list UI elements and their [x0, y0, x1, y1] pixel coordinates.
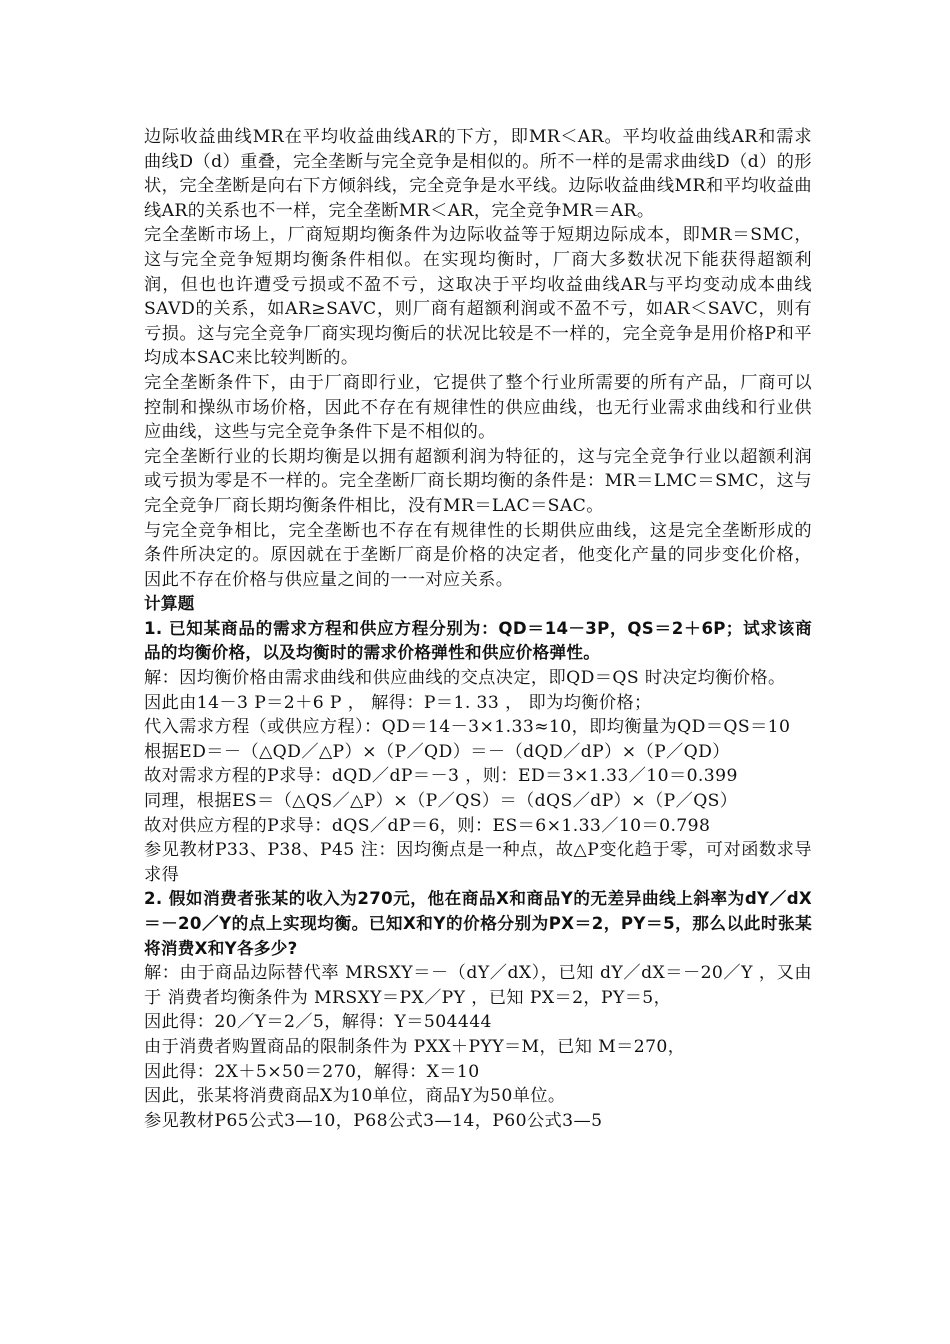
paragraph-mr-ar: 边际收益曲线MR在平均收益曲线AR的下方，即MR＜AR。平均收益曲线AR和需求曲线D（d）重叠，完全垄断与完全竞争是相似的。所不一样的是需求曲线D（d）的形状，完全垄断是向右下方倾斜线，完全竞争是水平线。边际收益曲线MR和平均收益曲线AR的关系也不一样，完全垄断MR＜AR，完全竞争MR＝AR。 [144, 127, 812, 221]
answer-1-line-2: 因此由14－3 P＝2＋6 P ， 解得：P＝1. 33 ， 即为均衡价格； [144, 692, 652, 713]
answer-2-reference: 参见教材P65公式3—10，P68公式3—14，P60公式3—5 [144, 1110, 603, 1131]
paragraph-long-run-equilibrium: 完全垄断行业的长期均衡是以拥有超额利润为特征的，这与完全竞争行业以超额利润或亏损为零是不一样的。完全垄断厂商长期均衡的条件是：MR＝LMC＝SMC，这与完全竞争厂商长期均衡条件相比，没有MR＝LAC＝SAC。 [144, 446, 812, 516]
answer-2-line-1: 解：由于商品边际替代率 MRSXY＝－（dY／dX），已知 dY／dX＝－20／Y ，又由于 消费者均衡条件为 MRSXY＝PX／PY ，已知 PX＝2，PY＝5， [144, 963, 812, 1008]
section-heading: 计算题 [144, 594, 195, 614]
document-page [144, 125, 812, 1133]
paragraph-long-run-supply: 与完全竞争相比，完全垄断也不存在有规律性的长期供应曲线，这是完全垄断形成的条件所决定的。原因就在于垄断厂商是价格的决定者，他变化产量的同步变化价格，因此不存在价格与供应量之间的一一对应关系。 [144, 520, 812, 590]
answer-1-reference: 参见教材P33、P38、P45 注：因均衡点是一种点，故△P变化趋于零，可对函数求导求得 [144, 840, 812, 885]
answer-1-line-1: 解：因均衡价格由需求曲线和供应曲线的交点决定，即QD＝QS 时决定均衡价格。 [144, 668, 786, 689]
answer-1-line-7: 故对供应方程的P求导：dQS／dP＝6，则：ES＝6×1.33／10＝0.798 [144, 815, 711, 836]
answer-2-line-4: 因此得：2X＋5×50＝270，解得：X＝10 [144, 1061, 480, 1082]
answer-1-line-5: 故对需求方程的P求导：dQD／dP＝－3 ，则：ED＝3×1.33／10＝0.399 [144, 766, 738, 787]
answer-2-line-5: 因此，张某将消费商品X为10单位，商品Y为50单位。 [144, 1086, 566, 1107]
answer-1-line-3: 代入需求方程（或供应方程）：QD＝14－3×1.33≈10，即均衡量为QD＝QS＝10 [144, 717, 791, 738]
question-2: 2. 假如消费者张某的收入为270元，他在商品X和商品Y的无差异曲线上斜率为dY／dX＝－20／Y的点上实现均衡。已知X和Y的价格分别为PX＝2，PY＝5，那么以此时张某将消费X和Y各多少? [144, 889, 812, 958]
answer-1-line-6: 同理，根据ES＝（△QS／△P）×（P／QS）＝（dQS／dP）×（P／QS） [144, 791, 738, 812]
paragraph-short-run-equilibrium: 完全垄断市场上，厂商短期均衡条件为边际收益等于短期边际成本，即MR＝SMC，这与完全竞争短期均衡条件相似。在实现均衡时，厂商大多数状况下能获得超额利润，但也也许遭受亏损或不盈不亏，这取决于平均收益曲线AR与平均变动成本曲线SAVD的关系，如AR≥SAVC，则厂商有超额利润或不盈不亏，如AR＜SAVC，则有亏损。这与完全竞争厂商实现均衡后的状况比较是不一样的，完全竞争是用价格P和平均成本SAC来比较判断的。 [144, 225, 812, 369]
answer-2-line-3: 由于消费者购置商品的限制条件为 PXX＋PYY＝M，已知 M＝270， [144, 1036, 686, 1057]
question-1: 1. 已知某商品的需求方程和供应方程分别为：QD＝14－3P，QS＝2＋6P；试求该商品的均衡价格，以及均衡时的需求价格弹性和供应价格弹性。 [144, 618, 812, 663]
answer-1-line-4: 根据ED＝－（△QD／△P）×（P／QD）＝－（dQD／dP）×（P／QD） [144, 741, 730, 762]
paragraph-supply-curve: 完全垄断条件下，由于厂商即行业，它提供了整个行业所需要的所有产品，厂商可以控制和操纵市场价格，因此不存在有规律性的供应曲线，也无行业需求曲线和行业供应曲线，这些与完全竞争条件下是不相似的。 [144, 372, 812, 443]
answer-2-line-2: 因此得：20／Y＝2／5，解得：Y＝504444 [144, 1012, 492, 1033]
